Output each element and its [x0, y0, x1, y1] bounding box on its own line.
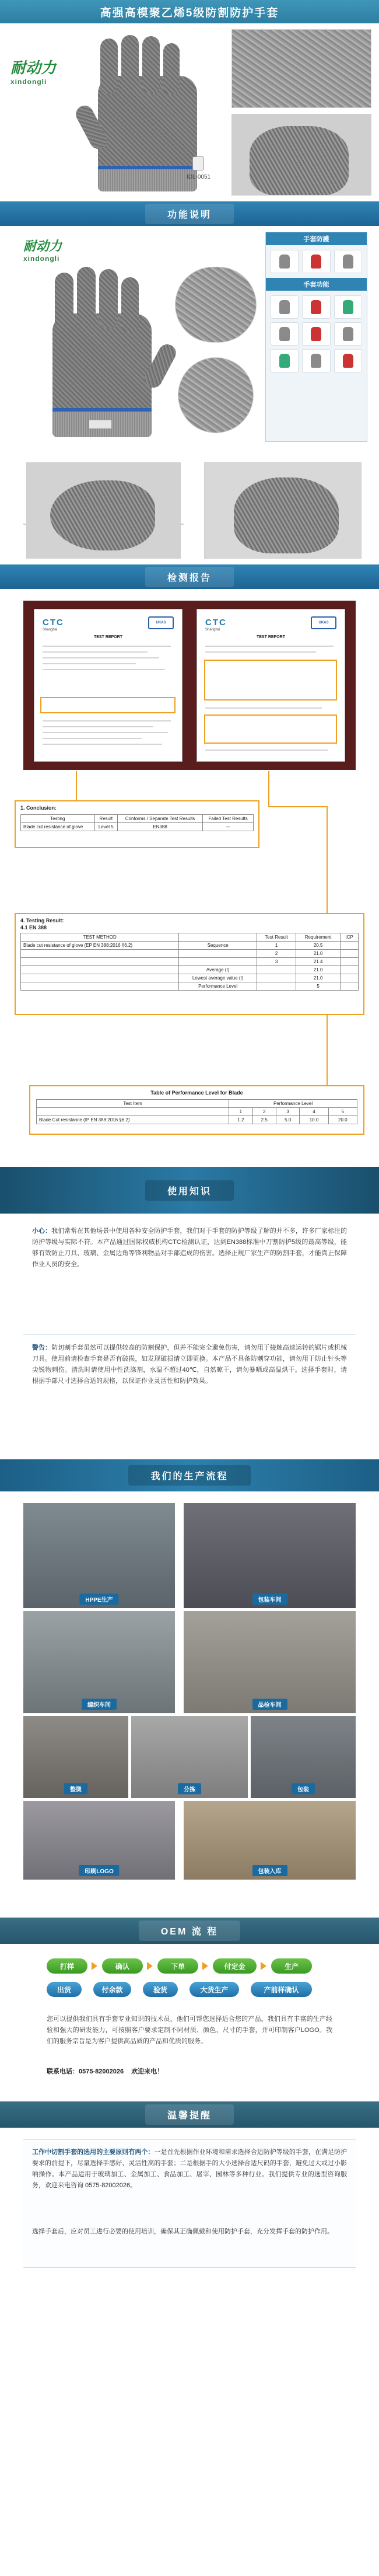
section-header-function — [0, 201, 379, 226]
factory-photo-warehouse — [184, 1801, 356, 1880]
oem-flow-row-1 — [0, 1958, 379, 1976]
closeup-photo-1 — [175, 267, 257, 343]
table-cell: 2 — [252, 1108, 276, 1116]
knowledge-text-1: 我们常常在其他场景中使用各种安全防护手套，我们对于手套的防护等级了解的并不多，许多厂家标注的防护等级与实际不符。本产品通过国际权威机构CTC检测认证，达到EN388标准中刀割防护5级的最高等级，能够有效防止刀具、玻璃、金属边角等锋利物品对手部造成的伤害。选择正规厂家生产的防割手套，才能真正保障作业人员的安全。 — [32, 1228, 347, 1268]
table-cell: 5 — [328, 1108, 357, 1116]
factory-photo-knitting — [23, 1611, 175, 1713]
conclusion-callout — [15, 800, 259, 848]
table-cell: 2.5 — [252, 1116, 276, 1124]
factory-label: 包装入库 — [252, 1865, 287, 1876]
hand-photo-left — [26, 462, 181, 559]
factory-label: 整烫 — [64, 1783, 87, 1794]
accreditation-seal-2: UKAS — [311, 616, 336, 629]
knowledge-label-2: 警告： — [32, 1344, 52, 1351]
warm-label: 工作中切割手套的选用的主要原则有两个： — [32, 2149, 155, 2156]
table-cell: Blade Cut resistance (IP EN 388:2016 §6.2) — [37, 1116, 229, 1124]
table-row: Average (I) 21.0 — [21, 966, 359, 974]
feature-icon — [302, 250, 330, 273]
table-cell: EN388 — [118, 823, 203, 831]
table-header: Test Result — [257, 933, 296, 942]
feature-panel-title-2: 手套功能 — [266, 278, 367, 291]
page-header — [0, 0, 379, 23]
contact-phone: 联系电话：0575-82002026 欢迎来电！ — [47, 2068, 164, 2075]
oem-step: 确认 — [102, 1958, 143, 1974]
factory-label: 品检车间 — [252, 1699, 287, 1710]
testing-result-subtitle: 4.1 EN 388 — [20, 925, 47, 930]
page-title: 高强高模聚乙烯5级防割防护手套 — [100, 6, 279, 19]
accreditation-seal: UKAS — [148, 616, 174, 629]
report-document-1 — [34, 609, 183, 762]
feature-icon — [271, 250, 299, 273]
factory-photo-sorting — [131, 1716, 248, 1798]
table-header: Performance Level — [229, 1100, 357, 1108]
factory-label: 编织车间 — [82, 1699, 117, 1710]
table-cell: 20.0 — [328, 1116, 357, 1124]
ctc-sub-2: Shanghai — [205, 628, 220, 632]
table-row: Performance Level 5 — [21, 982, 359, 991]
conclusion-title: 1. Conclusion: — [20, 805, 57, 811]
knowledge-text-2: 防切割手套虽然可以提供较高的防割保护，但并不能完全避免伤害，请勿用于接触高速运转的锯片或机械刀具。使用前请检查手套是否有破损，如发现破损请立即更换。本产品不具备防刺穿功能，请勿用于防止针头等尖锐物刺伤。清洗时请使用中性洗涤剂，水温不超过40℃，自然晾干，请勿暴晒或高温烘干。选择手套时，请根据手部尺寸选择合适的规格，以保证作业灵活性和防护效果。 — [32, 1344, 347, 1385]
production-grid — [23, 1503, 356, 1961]
table-header: Failed Test Results — [203, 815, 254, 823]
performance-table-title: Table of Performance Level for Blade — [150, 1090, 243, 1096]
oem-step: 下单 — [157, 1958, 198, 1974]
table-cell: — — [203, 823, 254, 831]
feature-icon — [302, 322, 330, 346]
knowledge-paragraph-1 — [32, 1226, 347, 1270]
feature-icon — [271, 322, 299, 346]
feature-panel — [265, 232, 367, 442]
warm-paragraph-2: 选择手套后，应对员工进行必要的使用培训，确保其正确佩戴和使用防护手套，充分发挥手套的防护作用。 — [32, 2228, 334, 2235]
function-area — [0, 226, 379, 564]
factory-label: 包装 — [292, 1783, 315, 1794]
warm-box — [23, 2139, 356, 2268]
testing-result-table — [20, 933, 359, 991]
feature-icon — [334, 295, 362, 319]
oem-step: 产前样确认 — [251, 1982, 312, 1997]
table-row: Lowest average value (I) 21.0 — [21, 974, 359, 982]
table-header: Requirement — [296, 933, 341, 942]
table-cell: 4 — [300, 1108, 328, 1116]
closeup-photo-2 — [178, 357, 254, 433]
performance-level-callout — [29, 1085, 364, 1135]
testing-result-callout — [15, 913, 364, 1015]
section-title-warm: 温馨提醒 — [145, 2104, 234, 2125]
table-cell: 3 — [276, 1108, 299, 1116]
oem-description: 您可以提供我们具有手套专业知识的技术员，他们可帮您选择适合您的产品。我们具有丰富的生产经验和强大的研发能力，可按照客户要求定制不同材质、颜色、尺寸的手套，并可印制客户LOGO。我们的服务宗旨是为客户提供高品质的产品和优质的服务。 — [47, 2016, 332, 2045]
table-header: TEST METHOD — [21, 933, 179, 942]
connector-line — [268, 806, 327, 807]
knowledge-label-1: 小心： — [32, 1228, 52, 1235]
section-header-warm — [0, 2101, 379, 2128]
factory-photo-packaging — [184, 1503, 356, 1608]
testing-result-title: 4. Testing Result: — [20, 918, 64, 923]
arrow-right-icon — [202, 1962, 208, 1970]
table-header: Conforms / Separate Test Results — [118, 815, 203, 823]
report-docs-frame — [23, 601, 356, 770]
factory-photo-packing — [251, 1716, 356, 1798]
section-title-knowledge: 使用知识 — [145, 1180, 234, 1201]
page-footer — [0, 2306, 379, 2576]
ctc-sub: Shanghai — [43, 628, 58, 632]
knowledge-paragraph-2 — [32, 1343, 347, 1387]
section-header-report — [0, 564, 379, 589]
hand-photo-right — [204, 462, 362, 559]
brand-name-cn-2: 耐动力 — [23, 239, 62, 253]
table-cell — [37, 1108, 229, 1116]
feature-panel-title-1: 手套防護 — [266, 232, 367, 245]
detail-photo-2 — [231, 114, 371, 196]
feature-icon — [334, 349, 362, 372]
oem-step: 生产 — [271, 1958, 312, 1974]
brand-logo-2 — [23, 236, 62, 263]
detail-photo-1 — [231, 29, 371, 108]
brand-name-en-2: xindongli — [23, 255, 60, 263]
factory-label: HPPE生产 — [79, 1594, 118, 1605]
connector-line — [76, 771, 77, 800]
section-header-knowledge — [0, 1167, 379, 1214]
factory-label: 印刷LOGO — [79, 1865, 119, 1876]
oem-flow-row-2 — [0, 1982, 379, 1999]
size-swatch — [192, 156, 204, 170]
section-header-production — [0, 1459, 379, 1491]
table-header — [179, 933, 257, 942]
feature-icon — [334, 322, 362, 346]
table-cell: Blade cut resistance of glove — [21, 823, 95, 831]
ctc-logo-2: CTC — [205, 618, 227, 628]
section-title-production: 我们的生产流程 — [128, 1465, 250, 1486]
table-row: Blade cut resistance of glove (EP EN 388:2016 §6.2) Sequence 1 20.5 — [21, 942, 359, 950]
report-title: TEST REPORT — [93, 635, 122, 639]
feature-icon — [271, 349, 299, 372]
section-title-function: 功能说明 — [145, 204, 234, 224]
arrow-right-icon — [261, 1962, 266, 1970]
factory-label: 包装车间 — [252, 1594, 287, 1605]
warm-paragraph — [32, 2147, 347, 2191]
report-area — [0, 589, 379, 1167]
section-title-report: 检测报告 — [145, 567, 234, 587]
table-row: 3 21.4 — [21, 958, 359, 966]
brand-name-en: xindongli — [10, 78, 47, 86]
table-row: 2 21.0 — [21, 950, 359, 958]
factory-photo-inspection — [184, 1611, 356, 1713]
table-header: Testing — [21, 815, 95, 823]
oem-step: 验货 — [143, 1982, 178, 1997]
ctc-logo: CTC — [43, 618, 64, 628]
brand-name-cn: 耐动力 — [10, 59, 57, 76]
brand-logo — [10, 56, 56, 86]
table-cell: Level 5 — [94, 823, 118, 831]
feature-icon — [302, 295, 330, 319]
function-glove-image — [35, 267, 169, 442]
factory-photo-ironing — [23, 1716, 128, 1798]
report-title-2: TEST REPORT — [256, 635, 285, 639]
table-cell: 10.0 — [300, 1116, 328, 1124]
connector-line — [268, 771, 269, 806]
factory-photo-hppe — [23, 1503, 175, 1608]
arrow-right-icon — [92, 1962, 97, 1970]
oem-step: 付余款 — [93, 1982, 131, 1997]
section-title-oem: OEM 流 程 — [139, 1920, 240, 1941]
model-number: IDL-0051 — [187, 174, 211, 180]
table-header: Test Item — [37, 1100, 229, 1108]
oem-step: 大货生产 — [190, 1982, 239, 1997]
report-document-2 — [196, 609, 345, 762]
arrow-right-icon — [147, 1962, 153, 1970]
table-header: Result — [94, 815, 118, 823]
hero-glove-image — [87, 35, 213, 196]
oem-step: 打样 — [47, 1958, 87, 1974]
table-header: ICP — [341, 933, 359, 942]
oem-step: 付定金 — [213, 1958, 257, 1974]
phone-number: 0575-82002026 — [79, 2068, 124, 2075]
hero-area — [0, 23, 379, 201]
factory-photo-logo-print — [23, 1801, 175, 1880]
factory-label: 分拣 — [178, 1783, 201, 1794]
table-cell: 1 — [229, 1108, 252, 1116]
feature-icon — [271, 295, 299, 319]
oem-step: 出货 — [47, 1982, 82, 1997]
section-header-oem — [0, 1918, 379, 1944]
performance-table — [36, 1099, 357, 1124]
table-cell: 5.0 — [276, 1116, 299, 1124]
warm-text: 一是首先根据作业环境和需求选择合适防护等级的手套，在满足防护要求的前提下，尽量选择手感好、灵活性高的手套；二是根据手的大小选择合适尺码的手套，避免过大或过小影响操作。本产品适用于玻璃加工、金属加工、食品加工、屠宰、园林等多种行业。我们提供专业的选型咨询服务，欢迎来电咨询 0575-82002026。 — [32, 2149, 348, 2189]
feature-icon — [334, 250, 362, 273]
table-cell: 1.2 — [229, 1116, 252, 1124]
feature-icon — [302, 349, 330, 372]
conclusion-table — [20, 814, 254, 831]
